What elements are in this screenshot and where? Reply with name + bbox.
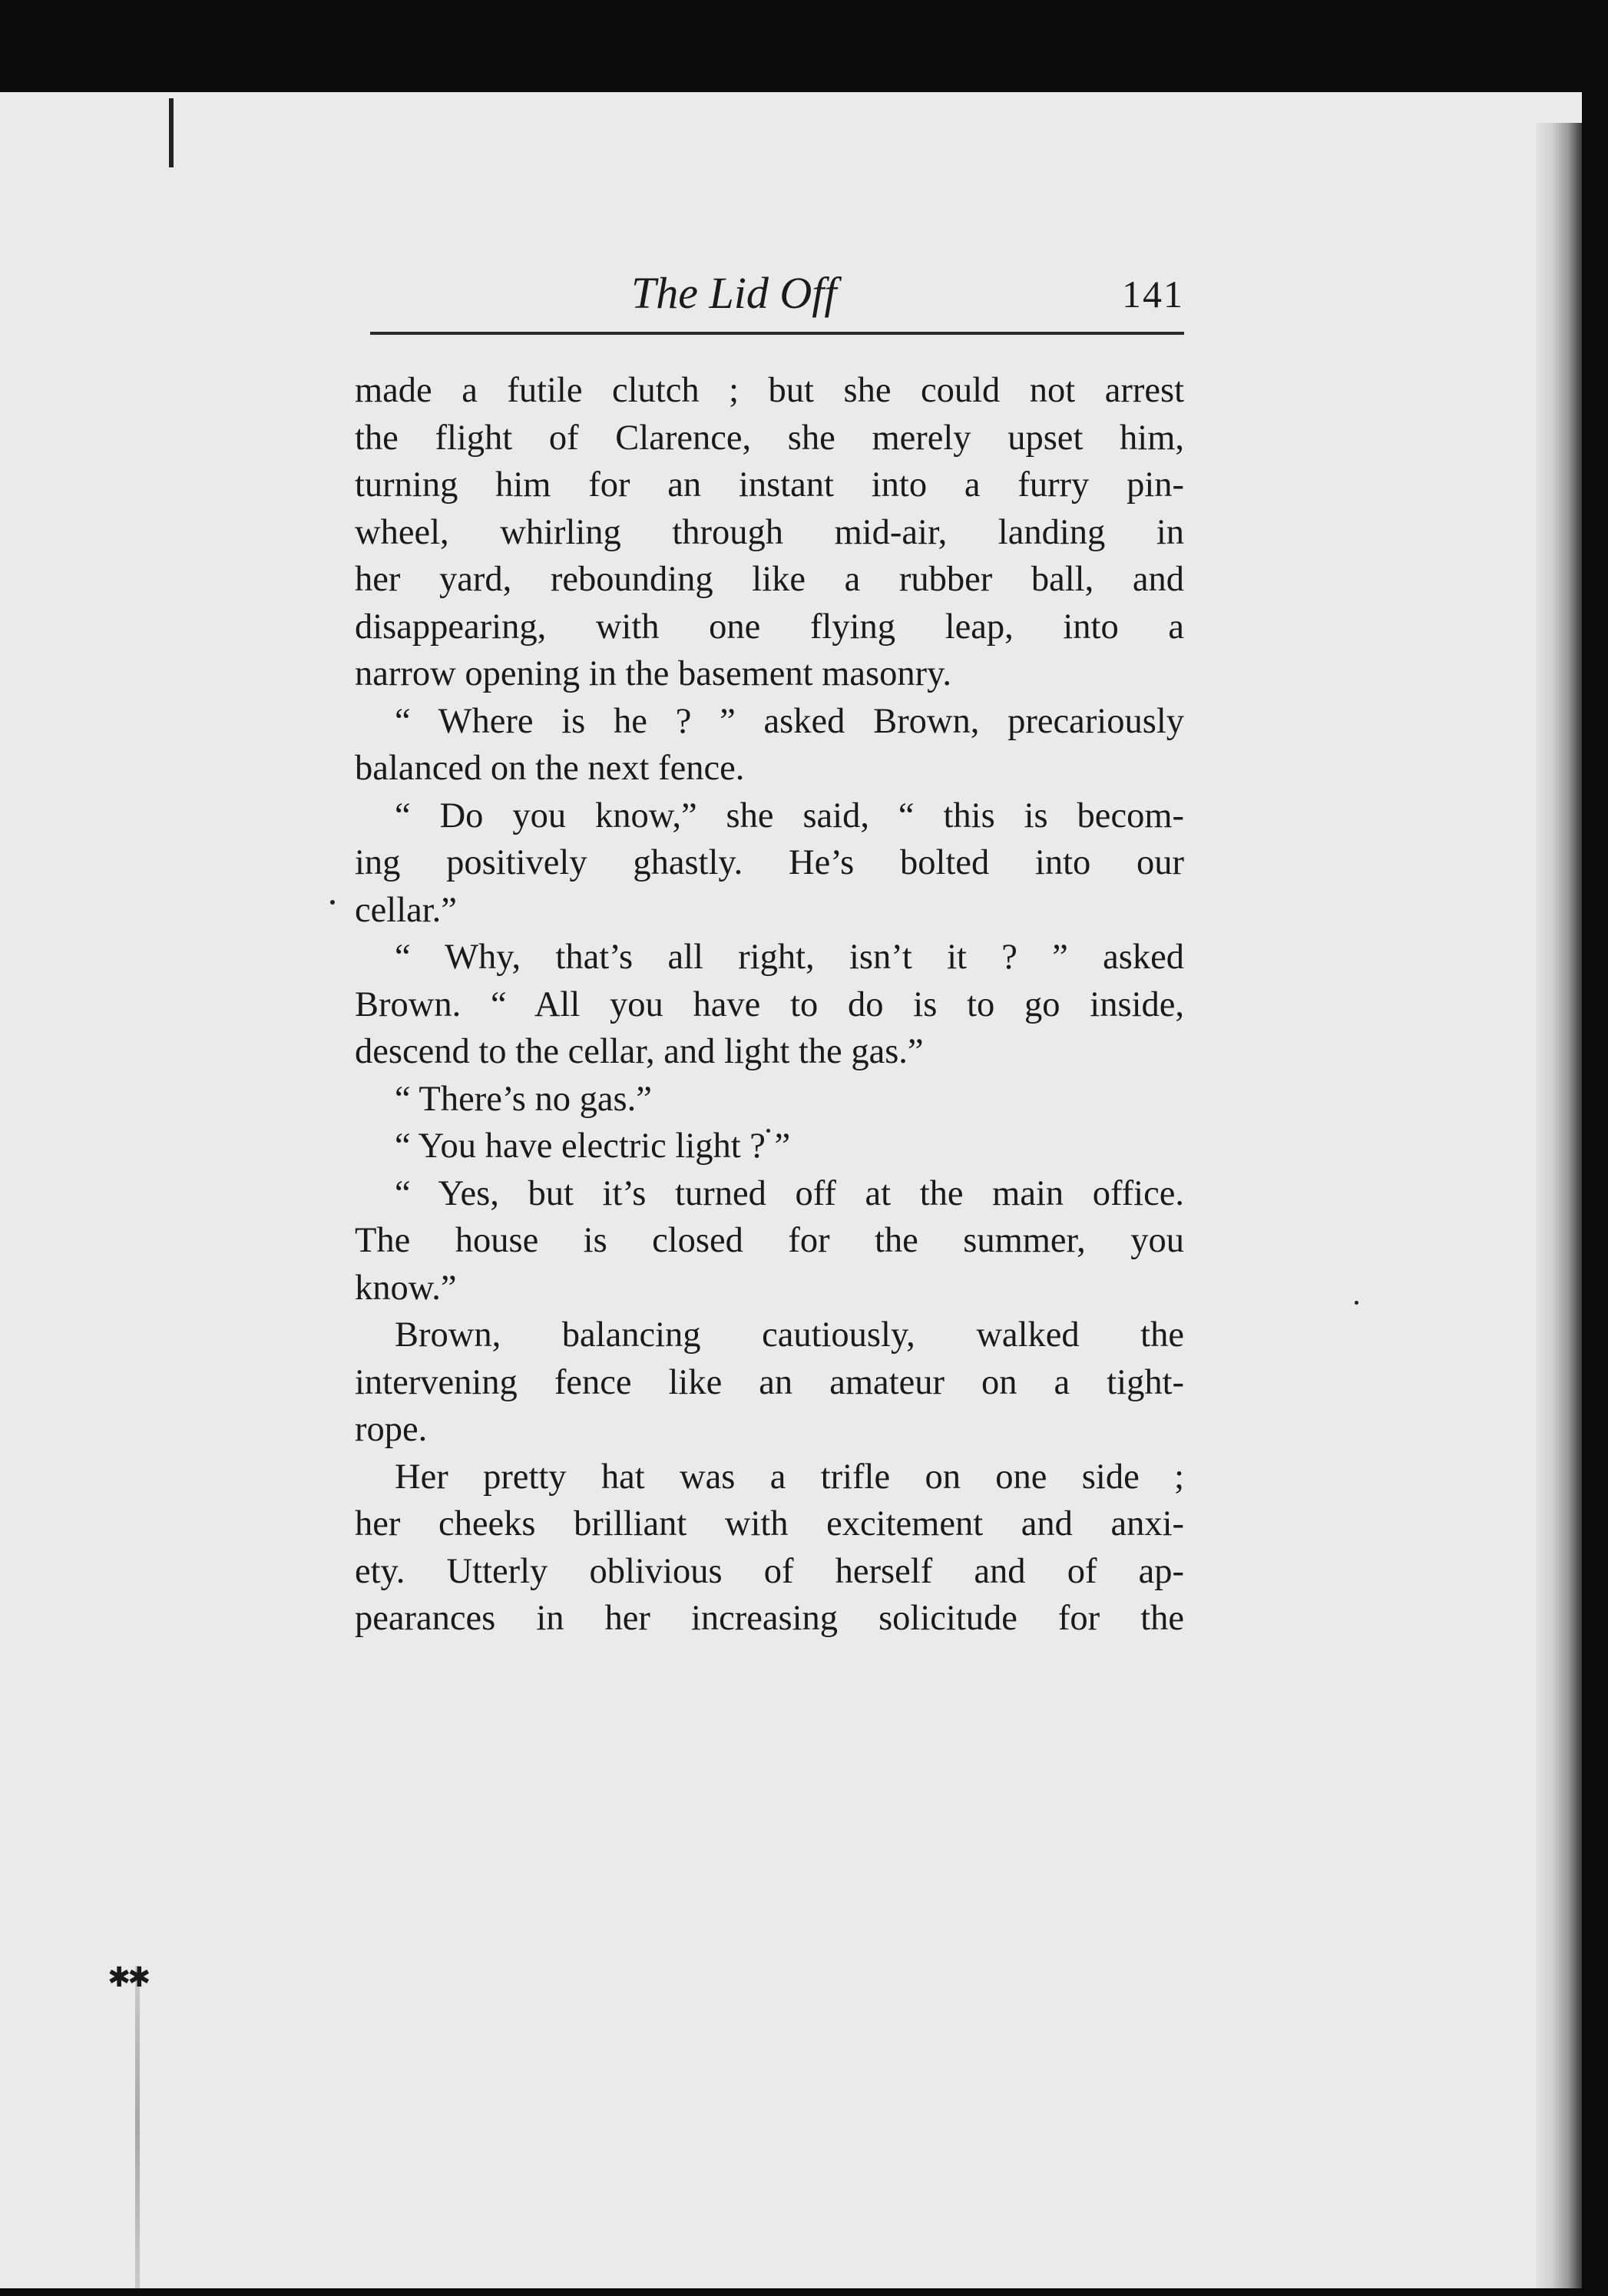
text-line: made a futile clutch ; but she could not arrest [355,371,1184,410]
text-line: Brown. “ All you have to do is to go inside, [355,984,1184,1024]
text-line: The house is closed for the summer, you [355,1221,1184,1260]
ink-blot: ✱✱ [108,1962,148,1993]
text-line: “ You have electric light ? ” [395,1126,791,1166]
page-edge-shadow [1536,123,1582,2288]
text-line: Her pretty hat was a trifle on one side ; [395,1457,1184,1497]
text-line: disappearing, with one flying leap, into a [355,607,1184,647]
text-line: balanced on the next fence. [355,749,745,788]
text-line: “ Yes, but it’s turned off at the main office. [395,1173,1184,1213]
text-line: her cheeks brilliant with excitement and anxi- [355,1504,1184,1543]
text-line: “ Do you know,” she said, “ this is becom- [395,796,1184,835]
text-line: cellar.” [355,890,457,930]
text-line: “ There’s no gas.” [395,1079,652,1119]
page-number: 141 [1122,273,1184,316]
text-line: her yard, rebounding like a rubber ball, and [355,560,1184,599]
text-line: intervening fence like an amateur on a tight- [355,1362,1184,1402]
text-line: descend to the cellar, and light the gas.” [355,1032,924,1071]
text-line: “ Where is he ? ” asked Brown, precariously [395,701,1184,741]
text-line: rope. [355,1410,428,1449]
running-header [370,261,1184,338]
text-line: know.” [355,1268,457,1308]
text-line: Brown, balancing cautiously, walked the [395,1315,1184,1355]
body-text [355,367,1184,1643]
text-line: pearances in her increasing solicitude for the [355,1599,1184,1638]
text-line: the flight of Clarence, she merely upset him, [355,418,1184,458]
text-line: turning him for an instant into a furry pin- [355,465,1184,505]
header-rule [370,332,1184,335]
text-line: ing positively ghastly. He’s bolted into our [355,843,1184,882]
text-line: “ Why, that’s all right, isn’t it ? ” asked [395,938,1184,977]
text-line: ety. Utterly oblivious of herself and of ap- [355,1551,1184,1591]
gutter-mark [169,98,174,167]
gutter-shadow [135,1966,140,2288]
ink-speck [1355,1301,1358,1305]
text-line: narrow opening in the basement masonry. [355,654,951,693]
running-title: The Lid Off [631,268,837,318]
text-line: wheel, whirling through mid-air, landing in [355,512,1184,552]
ink-speck [330,900,335,905]
